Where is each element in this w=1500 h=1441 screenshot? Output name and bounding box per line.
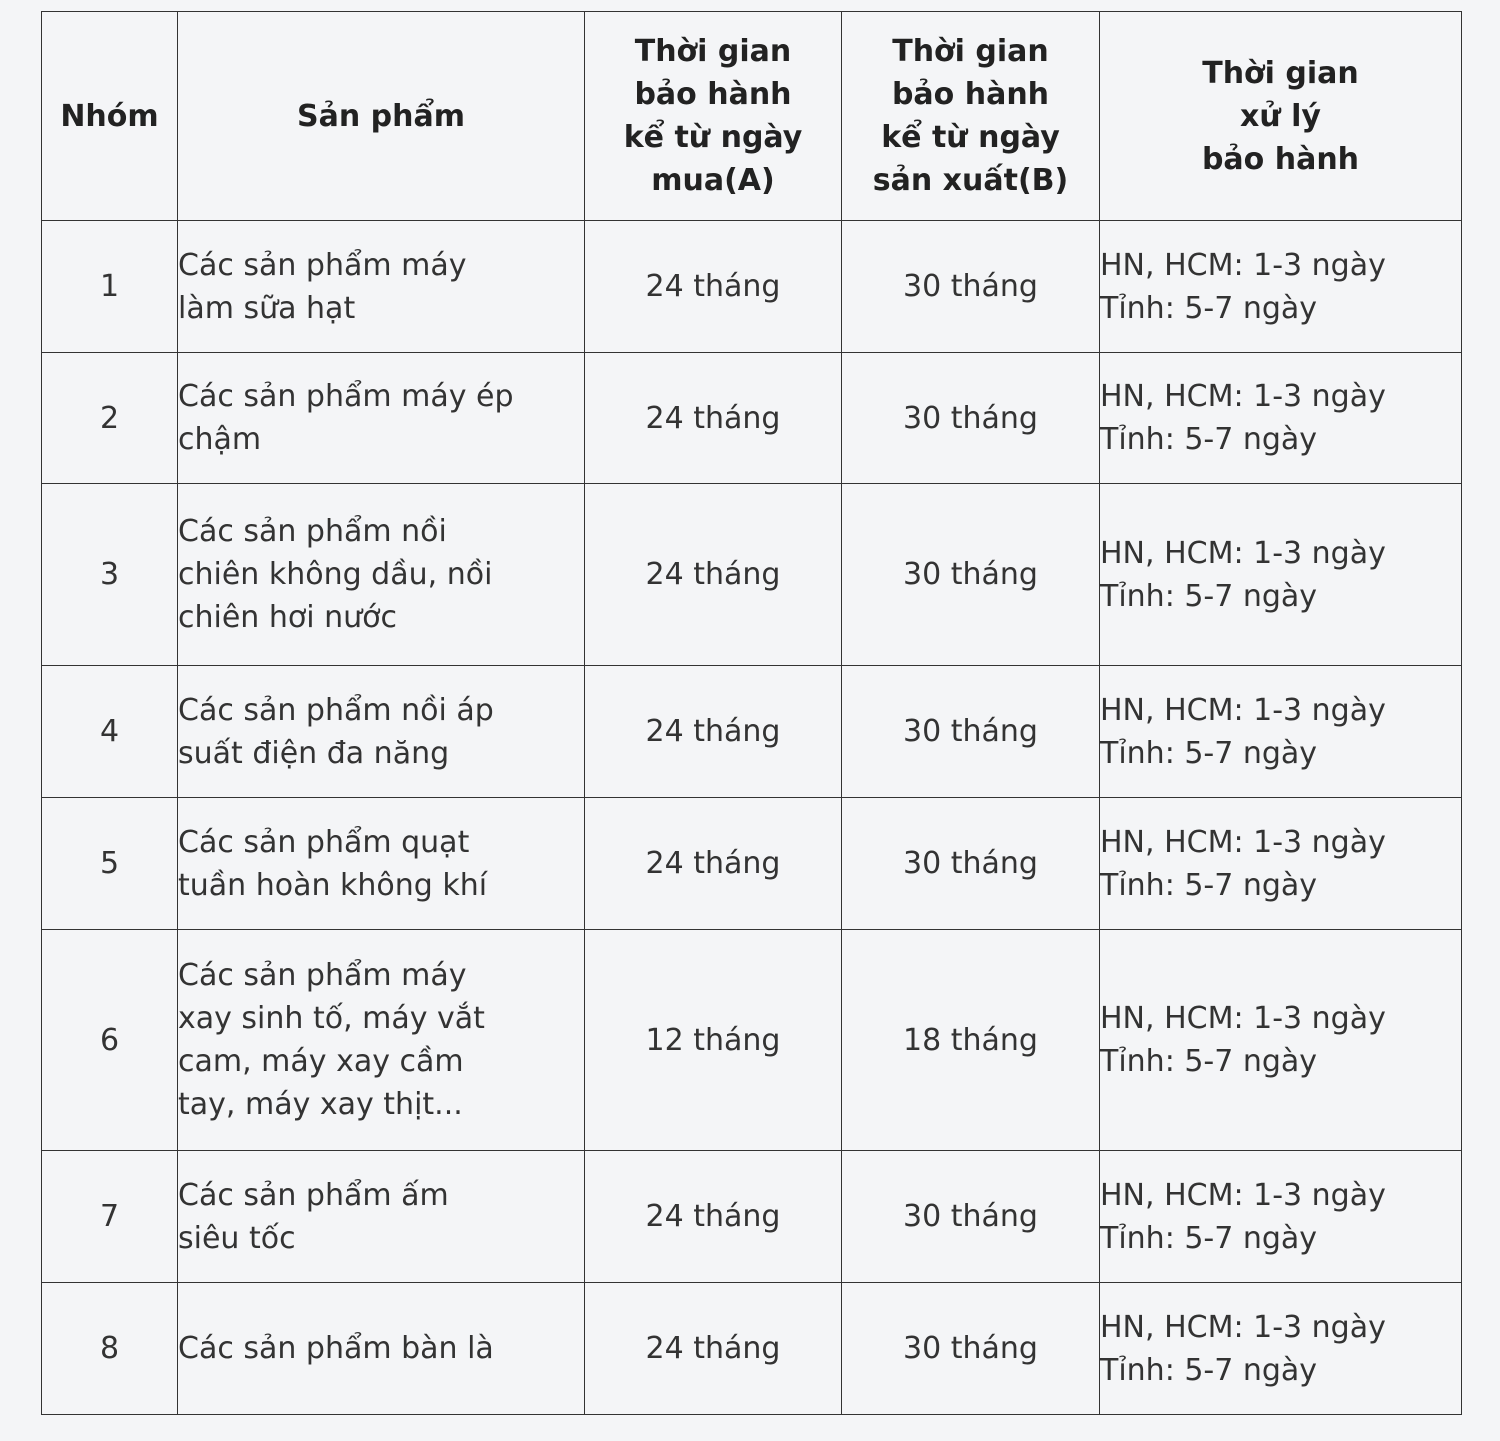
cell-product: Các sản phẩm máy làm sữa hạt (178, 221, 585, 353)
header-group: Nhóm (42, 12, 178, 221)
cell-processing: HN, HCM: 1-3 ngày Tỉnh: 5-7 ngày (1100, 353, 1462, 484)
table-row (42, 930, 1462, 1151)
cell-warranty-b: 18 tháng (842, 930, 1100, 1151)
cell-product: Các sản phẩm máy ép chậm (178, 353, 585, 484)
cell-processing: HN, HCM: 1-3 ngày Tỉnh: 5-7 ngày (1100, 484, 1462, 666)
cell-group: 3 (42, 484, 178, 666)
cell-group: 7 (42, 1151, 178, 1283)
cell-warranty-a: 24 tháng (585, 666, 842, 798)
warranty-table (41, 11, 1462, 1415)
cell-warranty-a: 24 tháng (585, 353, 842, 484)
header-warranty-a: Thời gian bảo hành kể từ ngày mua(A) (585, 12, 842, 221)
cell-group: 2 (42, 353, 178, 484)
cell-processing: HN, HCM: 1-3 ngày Tỉnh: 5-7 ngày (1100, 221, 1462, 353)
cell-warranty-a: 12 tháng (585, 930, 842, 1151)
cell-warranty-b: 30 tháng (842, 221, 1100, 353)
cell-warranty-a: 24 tháng (585, 1283, 842, 1415)
table-row (42, 353, 1462, 484)
cell-warranty-b: 30 tháng (842, 484, 1100, 666)
cell-processing: HN, HCM: 1-3 ngày Tỉnh: 5-7 ngày (1100, 666, 1462, 798)
cell-group: 8 (42, 1283, 178, 1415)
cell-product: Các sản phẩm máy xay sinh tố, máy vắt cam, máy xay cầm tay, máy xay thịt... (178, 930, 585, 1151)
cell-group: 1 (42, 221, 178, 353)
cell-product: Các sản phẩm ấm siêu tốc (178, 1151, 585, 1283)
cell-processing: HN, HCM: 1-3 ngày Tỉnh: 5-7 ngày (1100, 1151, 1462, 1283)
cell-warranty-a: 24 tháng (585, 1151, 842, 1283)
table-row (42, 798, 1462, 930)
header-warranty-b: Thời gian bảo hành kể từ ngày sản xuất(B) (842, 12, 1100, 221)
cell-group: 4 (42, 666, 178, 798)
header-row (42, 12, 1462, 221)
table-row (42, 666, 1462, 798)
cell-warranty-b: 30 tháng (842, 798, 1100, 930)
cell-warranty-b: 30 tháng (842, 1283, 1100, 1415)
cell-group: 5 (42, 798, 178, 930)
cell-warranty-a: 24 tháng (585, 221, 842, 353)
table-row (42, 1283, 1462, 1415)
header-processing: Thời gian xử lý bảo hành (1100, 12, 1462, 221)
cell-processing: HN, HCM: 1-3 ngày Tỉnh: 5-7 ngày (1100, 798, 1462, 930)
cell-warranty-a: 24 tháng (585, 798, 842, 930)
cell-warranty-b: 30 tháng (842, 1151, 1100, 1283)
cell-product: Các sản phẩm bàn là (178, 1283, 585, 1415)
cell-warranty-b: 30 tháng (842, 353, 1100, 484)
cell-processing: HN, HCM: 1-3 ngày Tỉnh: 5-7 ngày (1100, 1283, 1462, 1415)
cell-product: Các sản phẩm nồi chiên không dầu, nồi chiên hơi nước (178, 484, 585, 666)
cell-product: Các sản phẩm quạt tuần hoàn không khí (178, 798, 585, 930)
cell-processing: HN, HCM: 1-3 ngày Tỉnh: 5-7 ngày (1100, 930, 1462, 1151)
table-row (42, 221, 1462, 353)
cell-warranty-a: 24 tháng (585, 484, 842, 666)
cell-group: 6 (42, 930, 178, 1151)
cell-product: Các sản phẩm nồi áp suất điện đa năng (178, 666, 585, 798)
header-product: Sản phẩm (178, 12, 585, 221)
table-row (42, 484, 1462, 666)
cell-warranty-b: 30 tháng (842, 666, 1100, 798)
table-row (42, 1151, 1462, 1283)
